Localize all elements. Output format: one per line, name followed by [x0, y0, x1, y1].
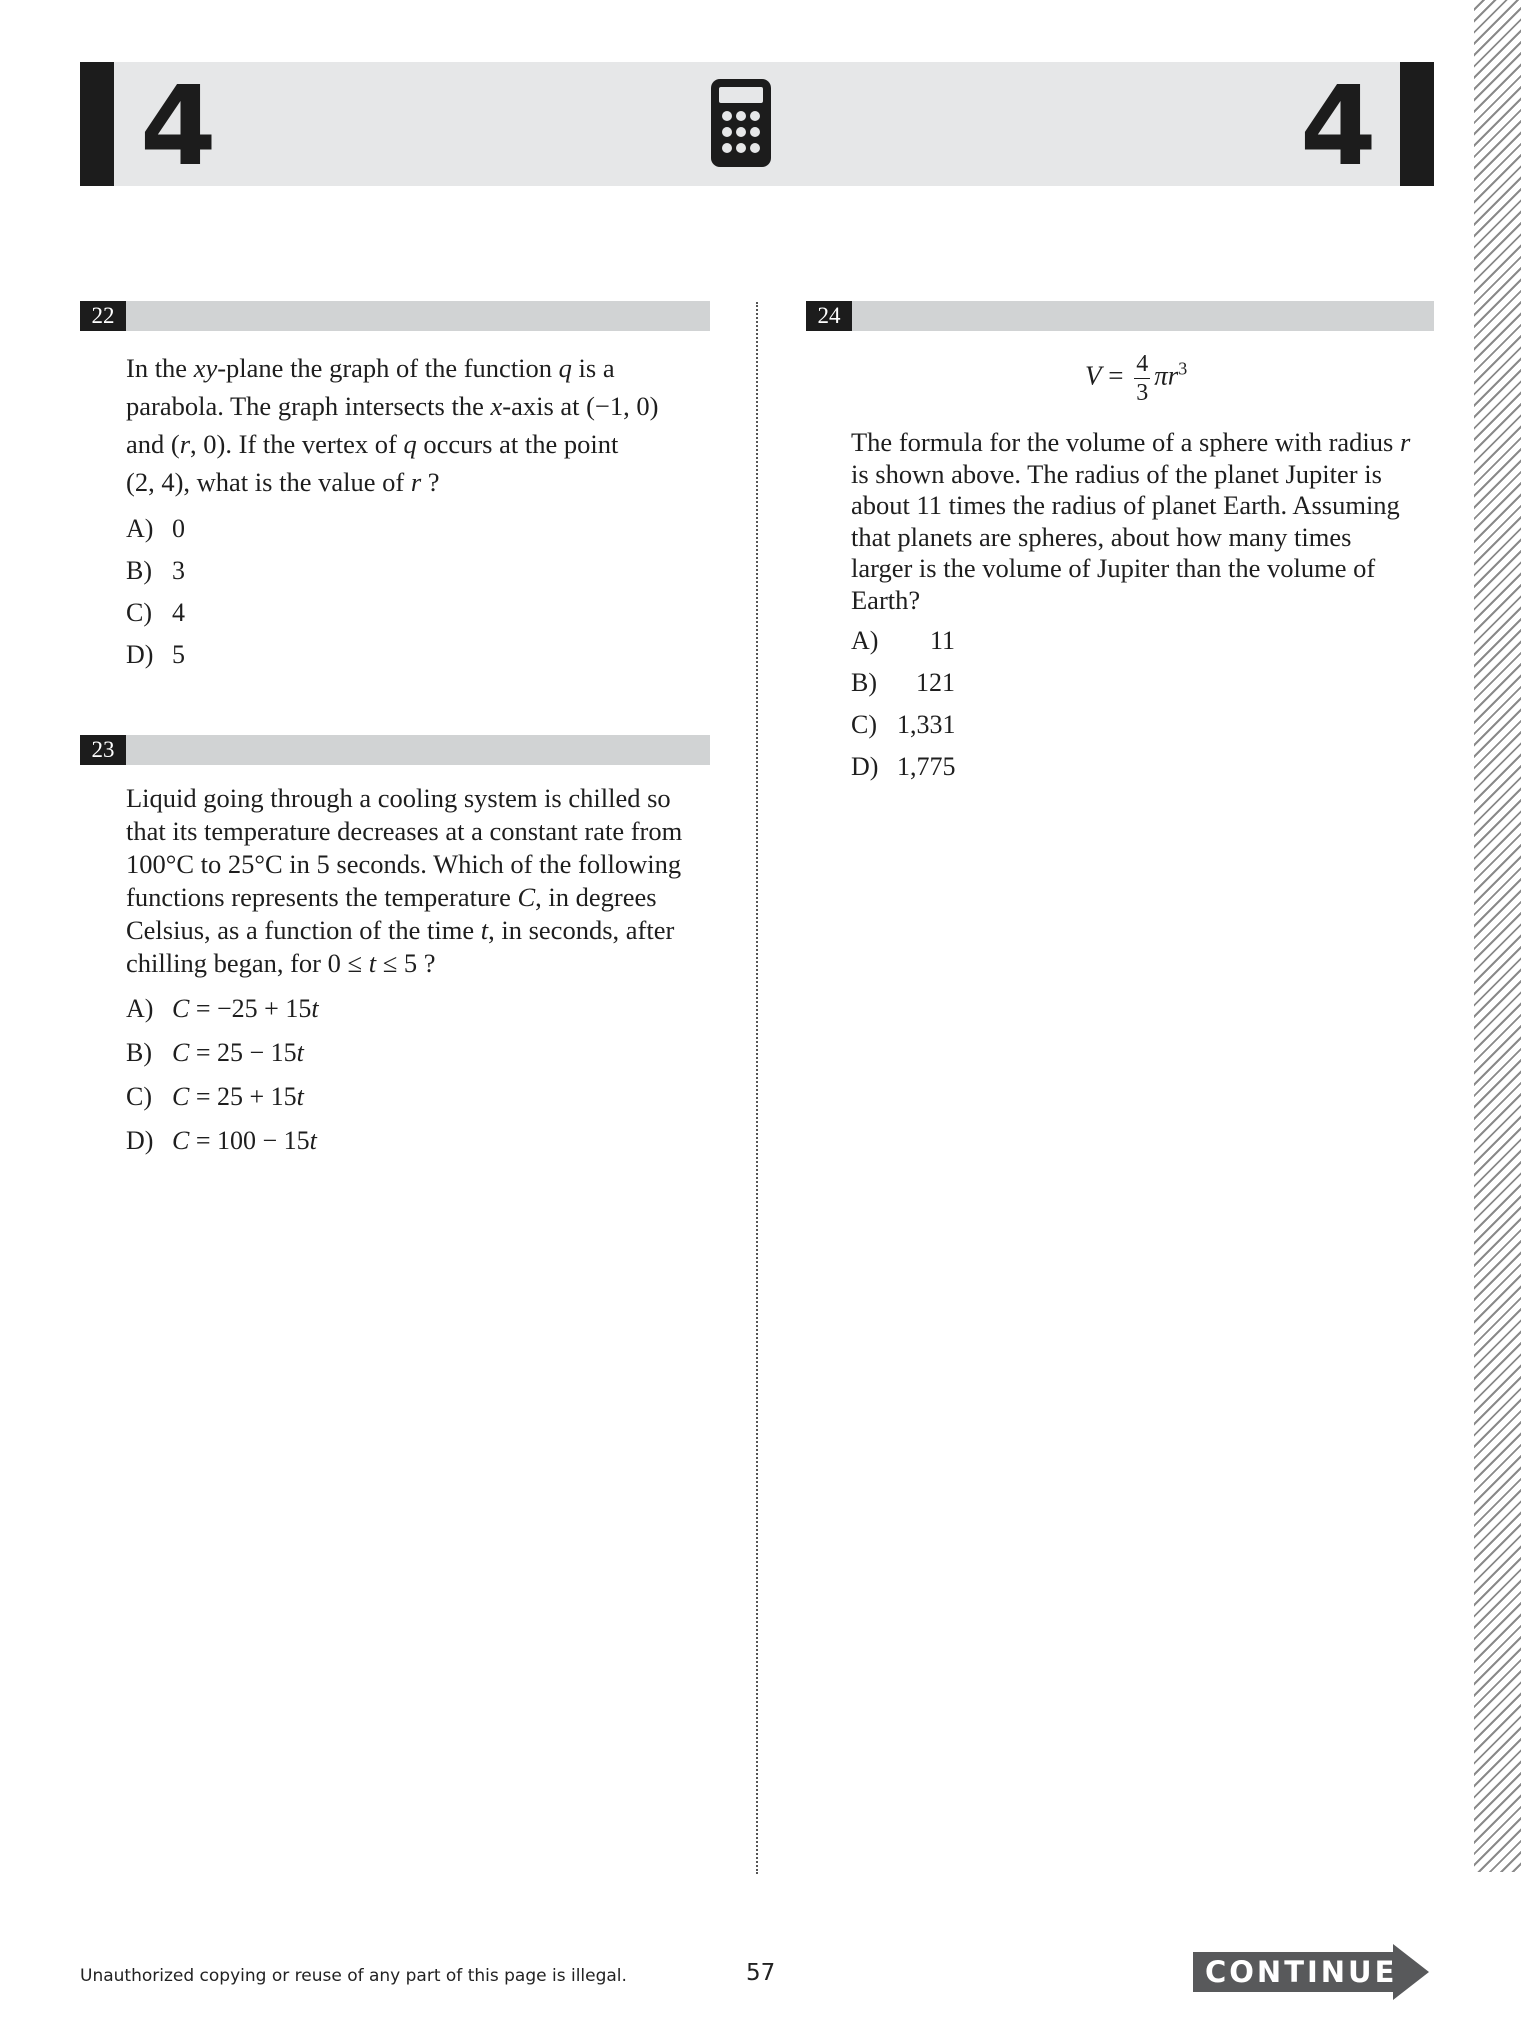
- text-line: about 11 times the radius of planet Earth. Assuming: [851, 490, 1400, 520]
- question-number: 23: [80, 735, 126, 765]
- question-23-text: [126, 782, 682, 980]
- answer-choice-c[interactable]: C) 4: [126, 598, 185, 627]
- text-line: that its temperature decreases at a constant rate from: [126, 816, 683, 846]
- text-line: Liquid going through a cooling system is chilled so: [126, 783, 671, 813]
- answer-choice-a[interactable]: A) 11: [851, 626, 955, 655]
- column-divider: [756, 302, 758, 1874]
- header-bar-left: [80, 62, 114, 186]
- text-line: parabola. The graph intersects the x-axis at (−1, 0): [126, 391, 659, 421]
- question-24-header: [806, 301, 1434, 331]
- text-line: In the xy-plane the graph of the function q is a: [126, 353, 615, 383]
- text-line: Celsius, as a function of the time t, in seconds, after: [126, 915, 675, 945]
- calculator-icon: [710, 78, 772, 168]
- answer-choice-b[interactable]: B) C = 25 − 15t: [126, 1038, 304, 1067]
- text-line: larger is the volume of Jupiter than the volume of: [851, 553, 1376, 583]
- text-line: 100°C to 25°C in 5 seconds. Which of the following: [126, 849, 682, 879]
- section-number-left: 4: [140, 62, 217, 190]
- question-number: 24: [806, 301, 852, 331]
- text-line: is shown above. The radius of the planet Jupiter is: [851, 458, 1382, 489]
- question-24-text: [851, 427, 1410, 616]
- edge-hatch-pattern: [1474, 0, 1521, 1872]
- text-line: functions represents the temperature C, in degrees: [126, 882, 657, 912]
- question-22-text: [126, 352, 658, 499]
- text-line: and (r, 0). If the vertex of q occurs at the point: [126, 429, 619, 459]
- question-number: 22: [80, 301, 126, 331]
- answer-choice-b[interactable]: B) 121: [851, 668, 955, 697]
- copyright-notice: Unauthorized copying or reuse of any part of this page is illegal.: [80, 1966, 627, 1986]
- page-number: 57: [746, 1960, 776, 1986]
- text-line: (2, 4), what is the value of r ?: [126, 467, 440, 497]
- text-line: that planets are spheres, about how many times: [851, 521, 1352, 552]
- text-line: The formula for the volume of a sphere with radius r: [851, 427, 1411, 457]
- answer-choice-c[interactable]: C) 1,331: [851, 710, 956, 739]
- header-bar-right: [1400, 62, 1434, 186]
- answer-choice-c[interactable]: C) C = 25 + 15t: [126, 1082, 304, 1111]
- answer-choice-a[interactable]: A) 0: [126, 514, 185, 543]
- text-line: chilling began, for 0 ≤ t ≤ 5 ?: [126, 948, 436, 978]
- continue-label: CONTINUE: [1205, 1955, 1398, 1989]
- question-22-header: [80, 301, 710, 331]
- answer-choice-b[interactable]: B) 3: [126, 556, 185, 585]
- answer-choice-d[interactable]: D) C = 100 − 15t: [126, 1126, 317, 1155]
- formula-fraction: $\frac{4}{3}$: [1136, 351, 1149, 406]
- answer-choice-d[interactable]: D) 5: [126, 640, 185, 669]
- volume-formula: V = $\frac{4}{3}$ $\pi r^3$: [1085, 351, 1188, 406]
- question-23-header: [80, 735, 710, 765]
- text-line: Earth?: [851, 584, 921, 615]
- answer-choice-a[interactable]: A) C = −25 + 15t: [126, 994, 319, 1023]
- answer-choice-d[interactable]: D) 1,775: [851, 752, 956, 781]
- section-number-right: 4: [1300, 62, 1377, 190]
